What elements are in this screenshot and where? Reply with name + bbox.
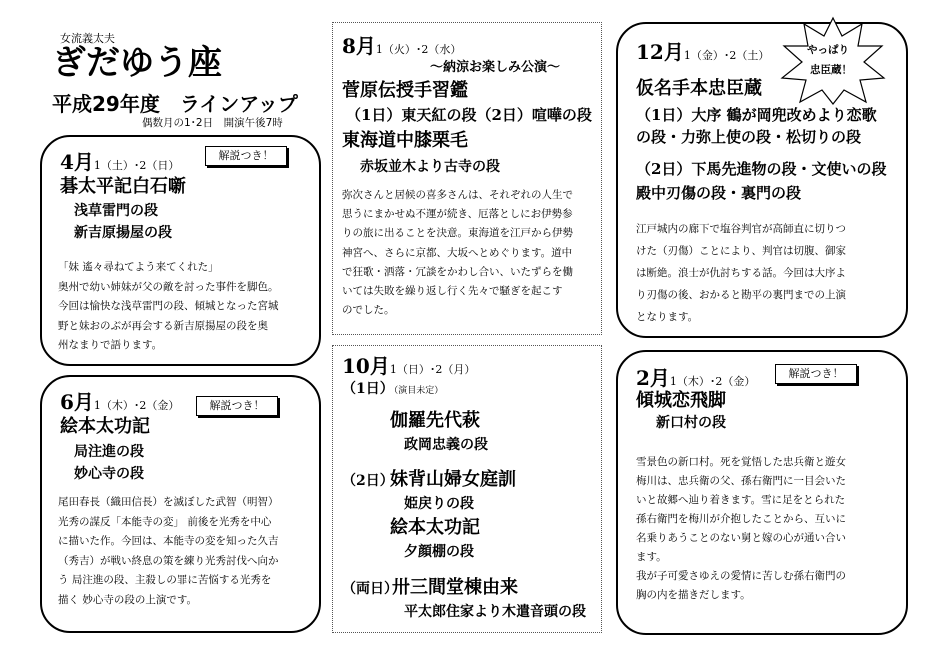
october-day1: （1日）（演目未定） xyxy=(342,381,444,397)
august-month: 8月1（火）･2（水） xyxy=(342,34,462,58)
february-commentary-badge: 解説つき！ xyxy=(775,364,857,384)
december-line-3: （2日）下馬先進物の段・文使いの段 xyxy=(636,160,887,178)
october-scene-4: 平太郎住家より木遣音頭の段 xyxy=(404,604,586,620)
december-line-2: の段・力弥上使の段・松切りの段 xyxy=(636,128,862,146)
june-scene-2: 妙心寺の段 xyxy=(74,466,144,482)
june-description: 尾田春長（織田信長）を滅ぼした武智（明智） 光秀の謀反「本能寺の変」 前後を光秀を中心 に描いた作。今回は、本能寺の変を知った久吉 （秀吉）が戦い終息の策を練り光秀討伐へ向か う 局注進の段、主殺しの罪に苦悩する光秀を 描く 妙心寺の段の上演です。 xyxy=(58,496,279,606)
october-title-1: 伽羅先代萩 xyxy=(390,410,480,431)
april-title: 碁太平記白石噺 xyxy=(60,176,186,197)
header-subtitle: 女流義太夫 xyxy=(60,32,115,45)
february-scene: 新口村の段 xyxy=(656,415,726,431)
april-scene-2: 新吉原揚屋の段 xyxy=(74,225,172,241)
august-event-name: ～納涼お楽しみ公演～ xyxy=(430,60,561,75)
august-scene-2: 赤坂並木より古寺の段 xyxy=(360,159,500,175)
october-day2: （2日） xyxy=(342,473,394,489)
august-description: 弥次さんと居候の喜多さんは、それぞれの人生で 思うにまかせぬ不運が続き、厄落としにお伊勢参 りの旅に出ることを決意。東海道を江戸から伊勢 神宮へ、さらに京都、大坂へとめぐります。道中 で狂歌・洒落・冗談をかわし合い、いたずらを働 いては失敗を繰り返し行く先々で騒ぎを起こす のでした。 xyxy=(342,189,573,317)
october-both-days: （両日） xyxy=(342,581,398,597)
page-title: ぎだゆう座 xyxy=(52,43,222,83)
june-month: 6月1（木）･2（金） xyxy=(60,390,180,414)
schedule-note: 偶数月の1･2日 開演午後7時 xyxy=(142,117,283,129)
april-commentary-badge: 解説つき！ xyxy=(205,146,287,166)
june-commentary-badge: 解説つき！ xyxy=(196,396,278,416)
december-description: 江戸城内の廊下で塩谷判官が高師直に切りつ けた（刃傷）ことにより、判官は切腹、御家 は断絶。浪士が仇討ちする話。今回は大序よ り刃傷の後、おかると勘平の裏門までの上演 となります。 xyxy=(636,223,846,323)
june-scene-1: 局注進の段 xyxy=(74,444,144,460)
december-line-1: （1日）大序 鶴が岡兜改めより恋歌 xyxy=(636,106,877,124)
october-scene-2: 姫戻りの段 xyxy=(404,496,474,512)
starburst-line-2: 忠臣蔵！ xyxy=(810,64,852,76)
december-month: 12月1（金）･2（土） xyxy=(636,40,770,64)
june-title: 絵本太功記 xyxy=(60,416,150,437)
april-description: 「妹 遙々尋ねてよう来てくれた」 奥州で幼い姉妹が父の敵を討った事件を脚色。 今回は愉快な浅草雷門の段、傾城となった宮城 野と妹おのぶが再会する新吉原揚屋の段を奥 州なまりで語ります。 xyxy=(58,261,279,352)
lineup-heading: 平成29年度 ラインアップ xyxy=(52,92,298,116)
october-scene-1: 政岡忠義の段 xyxy=(404,437,488,453)
august-title-1: 菅原伝授手習鑑 xyxy=(342,80,468,101)
february-month: 2月1（木）･2（金） xyxy=(636,366,756,390)
october-title-4: 卅三間堂棟由来 xyxy=(392,577,518,598)
october-month: 10月1（日）･2（月） xyxy=(342,354,476,378)
august-title-2: 東海道中膝栗毛 xyxy=(342,130,468,151)
april-month: 4月1（土）･2（日） xyxy=(60,150,180,174)
december-line-4: 殿中刃傷の段・裏門の段 xyxy=(636,184,802,202)
october-title-3: 絵本太功記 xyxy=(390,517,480,538)
starburst-line-1: やっぱり xyxy=(807,44,849,56)
october-scene-3: 夕顔棚の段 xyxy=(404,544,474,560)
december-title: 仮名手本忠臣蔵 xyxy=(636,78,762,99)
february-title: 傾城恋飛脚 xyxy=(636,390,726,411)
starburst-icon xyxy=(778,16,888,106)
august-scenes-1: （1日）東天紅の段（2日）喧嘩の段 xyxy=(346,106,592,124)
april-scene-1: 浅草雷門の段 xyxy=(74,203,158,219)
february-description: 雪景色の新口村。死を覚悟した忠兵衛と遊女 梅川は、忠兵衛の父、孫右衛門に一目会いた いと故郷へ辿り着きます。雪に足をとられた 孫右衛門を梅川が介抱したことから、互いに 名乗りあうことのない舅と嫁の心が通い合い ます。 我が子可愛さゆえの愛情に苦しむ孫右衛門の 胸の内を描きだします。 xyxy=(636,456,846,601)
october-title-2: 妹背山婦女庭訓 xyxy=(390,469,516,490)
